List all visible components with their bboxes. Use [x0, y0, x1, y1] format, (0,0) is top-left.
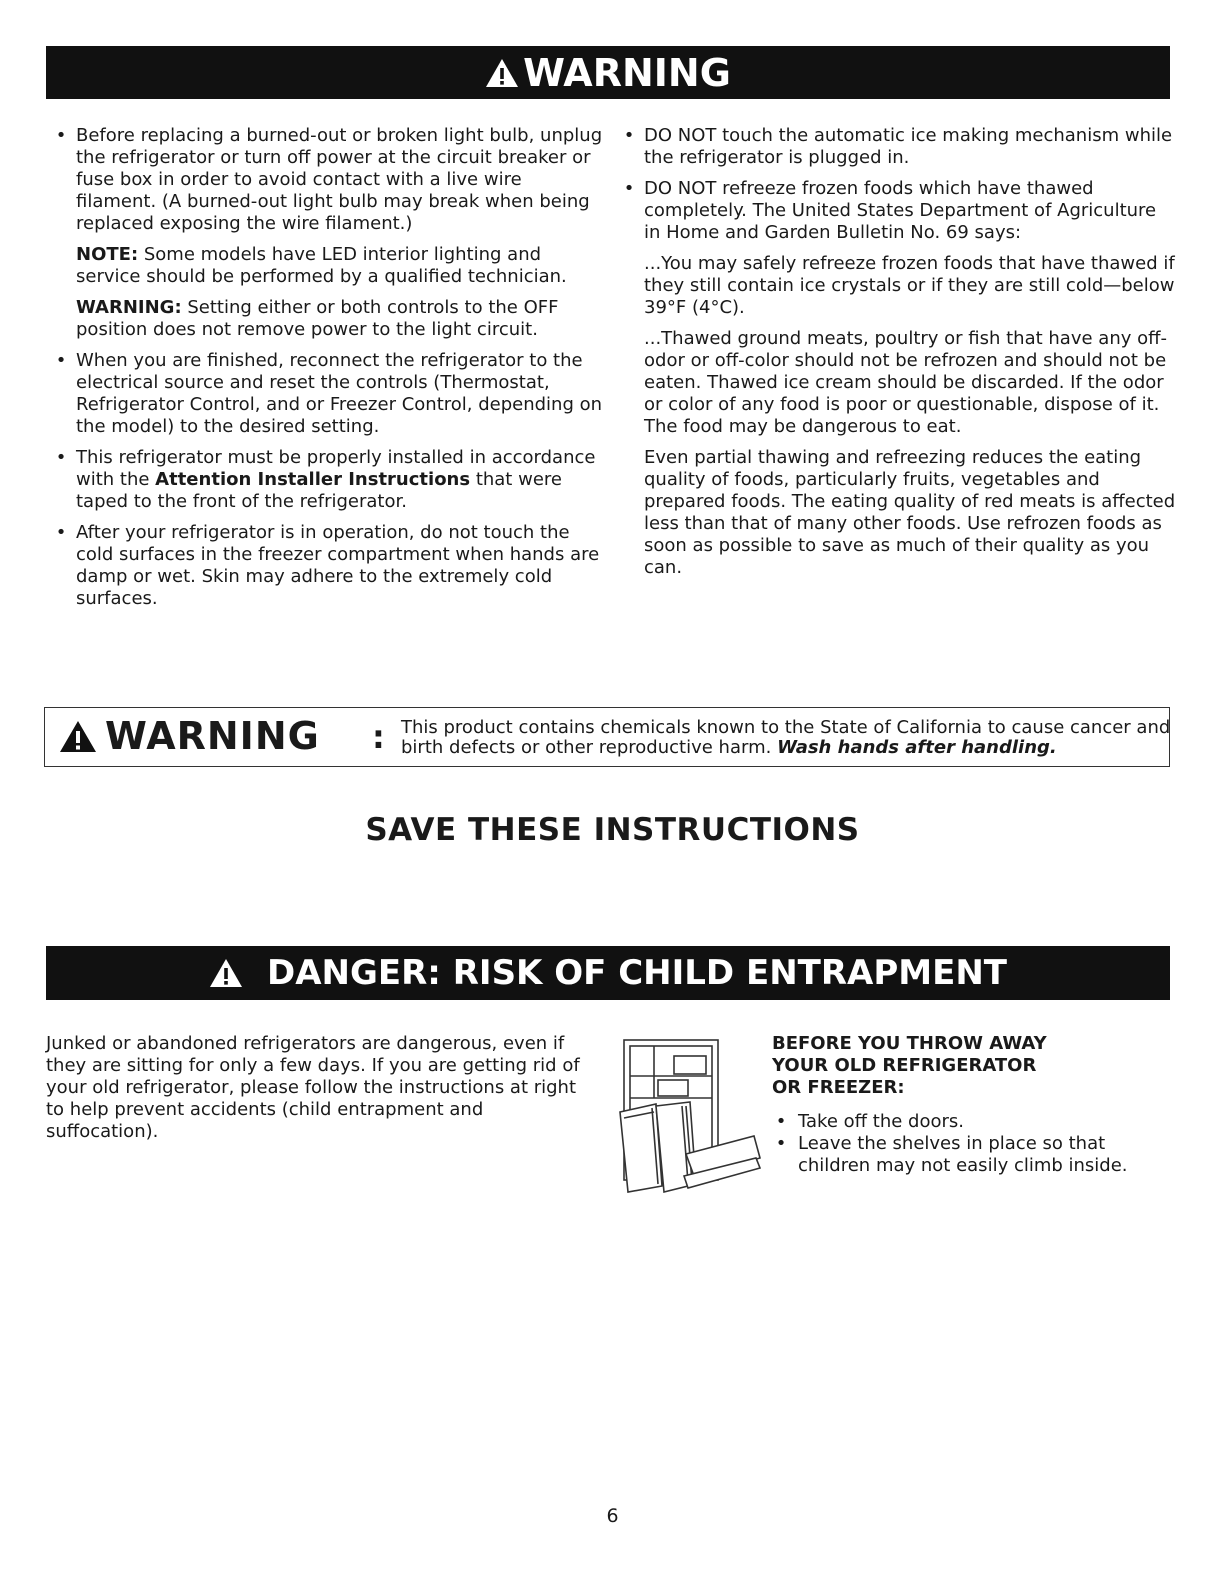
note-paragraph	[52, 244, 604, 288]
bullet-text: After your refrigerator is in operation, do not touch the cold surfaces in the freezer compartment when hands are damp or wet. Skin may adhere to the extremely cold surfaces.	[76, 522, 600, 609]
bullet: •	[55, 350, 67, 371]
left-column	[52, 125, 604, 619]
bullet-text-pre: This refrigerator must be properly installed in accordance with the	[76, 447, 596, 490]
right-column	[620, 125, 1176, 588]
prop65-heading	[59, 714, 320, 758]
quality-paragraph: Even partial thawing and refreezing reduces the eating quality of foods, particularly fruits, vegetables and prepared foods. The eating quality of red meats is affected less than that of many other foods. Use refrozen foods as soon as possible to save as much of their quality as you can.	[644, 447, 1176, 578]
installer-instructions-ref: Attention Installer Instructions	[155, 469, 471, 490]
warning-paragraph	[52, 297, 604, 341]
disposal-heading-line: OR FREEZER:	[772, 1077, 905, 1098]
bullet-text: Before replacing a burned-out or broken light bulb, unplug the refrigerator or turn off power at the circuit breaker or fuse box in order to avoid contact with a live wire filament. (A burned-out light bulb may break when being replaced exposing the wire filament.)	[76, 125, 603, 234]
bullet: •	[55, 125, 67, 146]
prop65-warning-box	[44, 707, 1170, 767]
danger-banner	[46, 946, 1170, 1000]
list-item	[52, 125, 604, 235]
list-item	[52, 522, 604, 610]
page-number: 6	[606, 1505, 619, 1527]
warning-banner	[46, 46, 1170, 99]
bullet: •	[623, 178, 635, 199]
list-item	[772, 1133, 1172, 1177]
note-label: NOTE:	[76, 244, 139, 265]
danger-banner-title: DANGER: RISK OF CHILD ENTRAPMENT	[267, 953, 1007, 993]
disposal-instructions	[772, 1033, 1172, 1177]
bullet-text: DO NOT touch the automatic ice making mechanism while the refrigerator is plugged in.	[644, 125, 1173, 168]
warning-label: WARNING:	[76, 297, 182, 318]
disposal-heading-line: YOUR OLD REFRIGERATOR	[772, 1055, 1037, 1076]
bullet-text: Take off the doors.	[798, 1111, 964, 1132]
warning-triangle-icon	[59, 720, 97, 753]
bullet-text: Leave the shelves in place so that children may not easily climb inside.	[798, 1133, 1128, 1176]
bullet-text: When you are finished, reconnect the refrigerator to the electrical source and reset the controls (Thermostat, Refrigerator Control, and or Freezer Control, depending on the model) to the desired setting.	[76, 350, 603, 437]
warning-triangle-icon	[485, 58, 519, 88]
bullet-text: DO NOT refreeze frozen foods which have thawed completely. The United States Department of Agriculture in Home and Garden Bulletin No. 69 says:	[644, 178, 1157, 243]
note-text: Some models have LED interior lighting and service should be performed by a qualified technician.	[76, 244, 567, 287]
list-item	[620, 178, 1176, 244]
prop65-text	[401, 718, 1171, 758]
list-item	[52, 350, 604, 438]
warning-text: Setting either or both controls to the OFF position does not remove power to the light circuit.	[76, 297, 559, 340]
bullet: •	[623, 125, 635, 146]
disposal-heading	[772, 1033, 1172, 1099]
usda-quote-1: ...You may safely refreeze frozen foods that have thawed if they still contain ice crystals or if they are still cold—below 39°F (4°C).	[644, 253, 1175, 318]
prop65-emphasis: Wash hands after handling.	[777, 737, 1057, 758]
danger-intro-text: Junked or abandoned refrigerators are dangerous, even if they are sitting for only a few days. If you are getting rid of your old refrigerator, please follow the instructions at right to help prevent accidents (child entrapment and suffocation).	[46, 1033, 580, 1142]
bullet: •	[775, 1111, 787, 1132]
list-item	[772, 1111, 1172, 1133]
prop65-body: This product contains chemicals known to the State of California to cause cancer and birth defects or other reproductive harm.	[401, 717, 1171, 758]
refrigerator-doors-removed-icon	[614, 1036, 764, 1196]
list-item	[620, 125, 1176, 169]
bullet-text-post: that were taped to the front of the refrigerator.	[76, 469, 562, 512]
list-item	[52, 447, 604, 513]
save-instructions-title: SAVE THESE INSTRUCTIONS	[365, 812, 860, 848]
prop65-colon: :	[372, 718, 385, 756]
bullet: •	[775, 1133, 787, 1154]
disposal-heading-line: BEFORE YOU THROW AWAY	[772, 1033, 1047, 1054]
prop65-label: WARNING	[105, 714, 320, 758]
warning-triangle-icon	[209, 958, 243, 988]
bullet: •	[55, 447, 67, 468]
usda-quote-2: ...Thawed ground meats, poultry or fish that have any off-odor or off-color should not be refrozen and should not be eaten. Thawed ice cream should be discarded. If the odor or color of any food is poor or questionable, dispose of it. The food may be dangerous to eat.	[644, 328, 1168, 437]
bullet: •	[55, 522, 67, 543]
warning-banner-title: WARNING	[523, 50, 731, 95]
